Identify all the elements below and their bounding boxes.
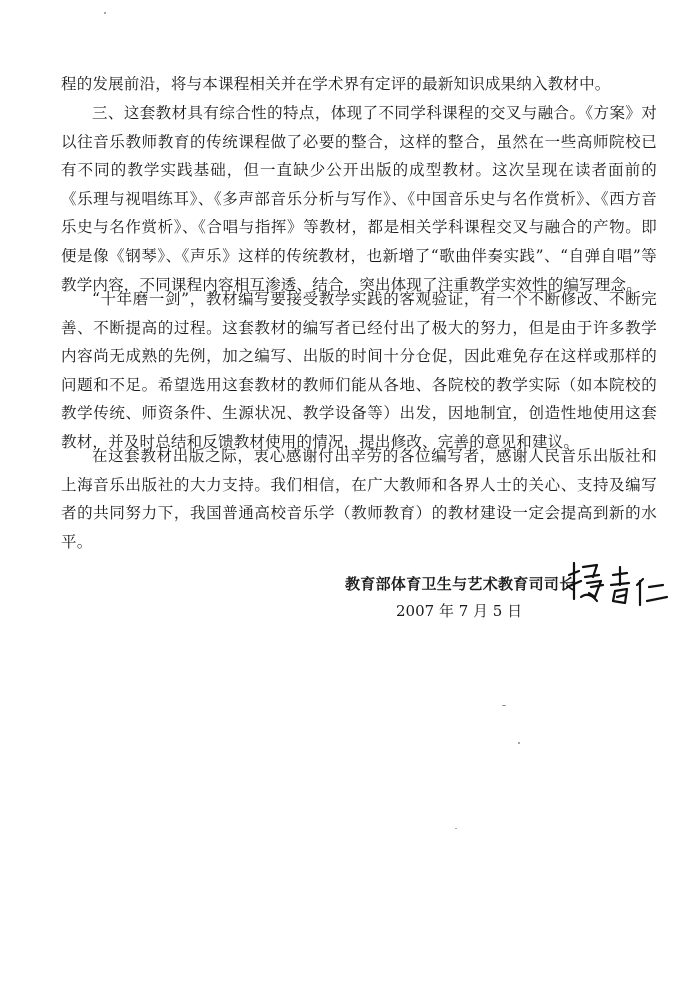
- scan-speck: [104, 12, 106, 14]
- paragraph-revision: “十年磨一剑”，教材编写要接受教学实践的客观验证，有一个不断修改、不断完善、不断提高的过程。这套教材的编写者已经付出了极大的努力，但是由于许多教学内容尚无成熟的先例，加之编写、出版的时间十分仓促，因此难免存在这样或那样的问题和不足。希望选用这套教材的教师们能从各地、各院校的教学实际（如本院校的教学传统、师资条件、生源状况、教学设备等）出发，因地制宜，创造性地使用这套教材，并及时总结和反馈教材使用的情况，提出修改、完善的意见和建议。: [61, 290, 657, 451]
- paragraph-acknowledgement: 在这套教材出版之际，衷心感谢付出辛劳的各位编写者，感谢人民音乐出版社和上海音乐出版社的大力支持。我们相信，在广大教师和各界人士的关心、支持及编写者的共同努力下，我国普通高校音乐学（教师教育）的教材建设一定会提高到新的水平。: [61, 447, 657, 551]
- paragraph-continuation: 程的发展前沿，将与本课程相关并在学术界有定评的最新知识成果纳入教材中。: [61, 75, 611, 93]
- scan-speck: [518, 742, 520, 744]
- paragraph-point-three: 三、这套教材具有综合性的特点，体现了不同学科课程的交叉与融合。《方案》对以往音乐教师教育的传统课程做了必要的整合，这样的整合，虽然在一些高师院校已有不同的教学实践基础，但一直缺少公开出版的成型教材。这次呈现在读者面前的《乐理与视唱练耳》、《多声部音乐分析与写作》、《中国音乐史与名作赏析》、《西方音乐史与名作赏析》、《合唱与指挥》等教材，都是相关学科课程交叉与融合的产物。即便是像《钢琴》、《声乐》这样的传统教材，也新增了“歌曲伴奏实践”、“自弹自唱”等教学内容，不同课程内容相互渗透、结合，突出体现了注重教学实效性的编写理念。: [61, 104, 657, 294]
- scan-speck: [502, 705, 506, 706]
- signoff-title: 教育部体育卫生与艺术教育司司长: [345, 575, 575, 593]
- handwritten-signature: [563, 557, 673, 619]
- signoff-date: 2007 年 7 月 5 日: [396, 602, 523, 620]
- scan-speck: [455, 828, 457, 829]
